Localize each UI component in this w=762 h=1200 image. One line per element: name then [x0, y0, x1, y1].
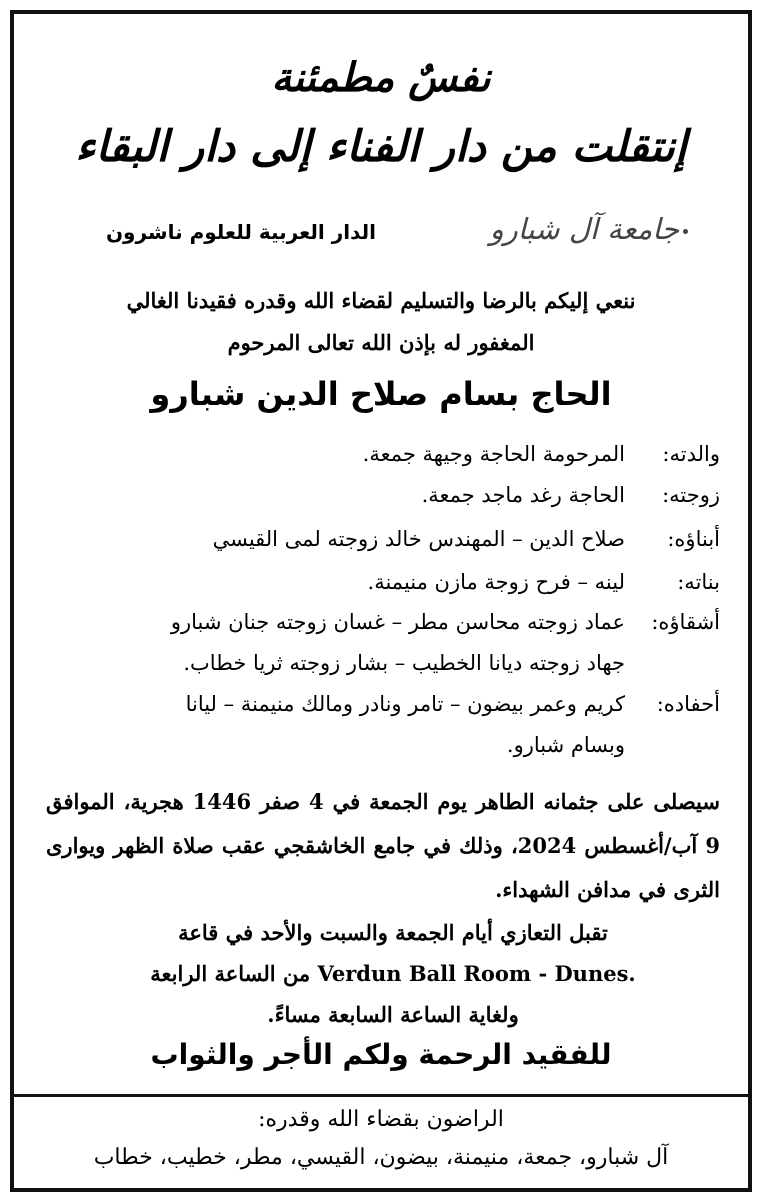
family-value: المرحومة الحاجة وجيهة جمعة.	[362, 442, 625, 466]
mourners-divider	[14, 1094, 748, 1097]
condolences-venue: Verdun Ball Room - Dunes.	[317, 961, 636, 986]
deceased-name: الحاج بسام صلاح الدين شبارو	[150, 375, 612, 413]
university-logo-text: جامعة آل شبارو	[489, 212, 679, 246]
family-label: أشقاؤه:	[651, 610, 720, 634]
family-row-daughters	[54, 562, 720, 603]
condolences-line-3: ولغاية الساعة السابعة مساءً.	[267, 1002, 519, 1027]
condolences-block	[74, 912, 712, 1035]
condolences-time-start: من الساعة الرابعة	[150, 961, 311, 986]
family-value: عماد زوجته محاسن مطر – غسان زوجته جنان شبارو	[170, 610, 625, 634]
publisher-logo: الدار العربية للعلوم ناشرون	[105, 220, 376, 244]
funeral-paragraph: سيصلى على جثمانه الطاهر يوم الجمعة في 4 صفر 1446 هجرية، الموافق 9 آب/أغسطس 2024، وذلك في جامع الخاشقجي عقب صلاة الظهر ويوارى الثرى في مدافن الشهداء.	[46, 789, 720, 902]
university-logo	[490, 204, 688, 254]
obituary-frame	[10, 10, 752, 1192]
condolences-line-1: تقبل التعازي أيام الجمعة والسبت والأحد في قاعة	[178, 920, 608, 945]
mourners-families: آل شبارو، جمعة، منيمنة، بيضون، القيسي، مطر، خطيب، خطاب	[93, 1145, 669, 1170]
closing-prayer: للفقيد الرحمة ولكم الأجر والثواب	[150, 1038, 612, 1071]
mourners-title: الراضون بقضاء الله وقدره:	[258, 1107, 504, 1132]
intro-line-2: المغفور له بإذن الله تعالى المرحوم	[227, 330, 535, 355]
intro-text	[14, 280, 748, 364]
family-value: كريم وعمر بيضون – تامر ونادر ومالك منيمنة – ليانا	[185, 692, 625, 716]
family-value-cont: وبسام شبارو.	[506, 733, 625, 757]
heading-line-1: نفسٌ مطمئنة	[271, 54, 491, 101]
family-value: الحاجة رغد ماجد جمعة.	[421, 483, 625, 507]
family-label: زوجته:	[662, 483, 720, 507]
heading-line-2: إنتقلت من دار الفناء إلى دار البقاء	[75, 122, 687, 172]
family-value: لينه – فرح زوجة مازن منيمنة.	[367, 570, 625, 594]
family-row-wife	[54, 475, 720, 516]
family-value: صلاح الدين – المهندس خالد زوجته لمى القيسي	[212, 527, 625, 551]
family-row-siblings	[54, 602, 720, 684]
intro-line-1: ننعي إليكم بالرضا والتسليم لقضاء الله وقدره فقيدنا الغالي	[126, 288, 636, 313]
family-label: بناته:	[677, 570, 720, 594]
family-label: أبناؤه:	[667, 527, 720, 551]
family-label: والدته:	[662, 442, 720, 466]
family-row-sons	[54, 519, 720, 560]
family-label: أحفاده:	[656, 692, 720, 716]
logo-dot-icon	[683, 229, 688, 234]
family-row-grandchildren	[54, 684, 720, 766]
family-value-cont: جهاد زوجته ديانا الخطيب – بشار زوجته ثريا خطاب.	[183, 651, 625, 675]
condolences-line-2	[74, 953, 712, 994]
family-row-mother	[54, 434, 720, 475]
